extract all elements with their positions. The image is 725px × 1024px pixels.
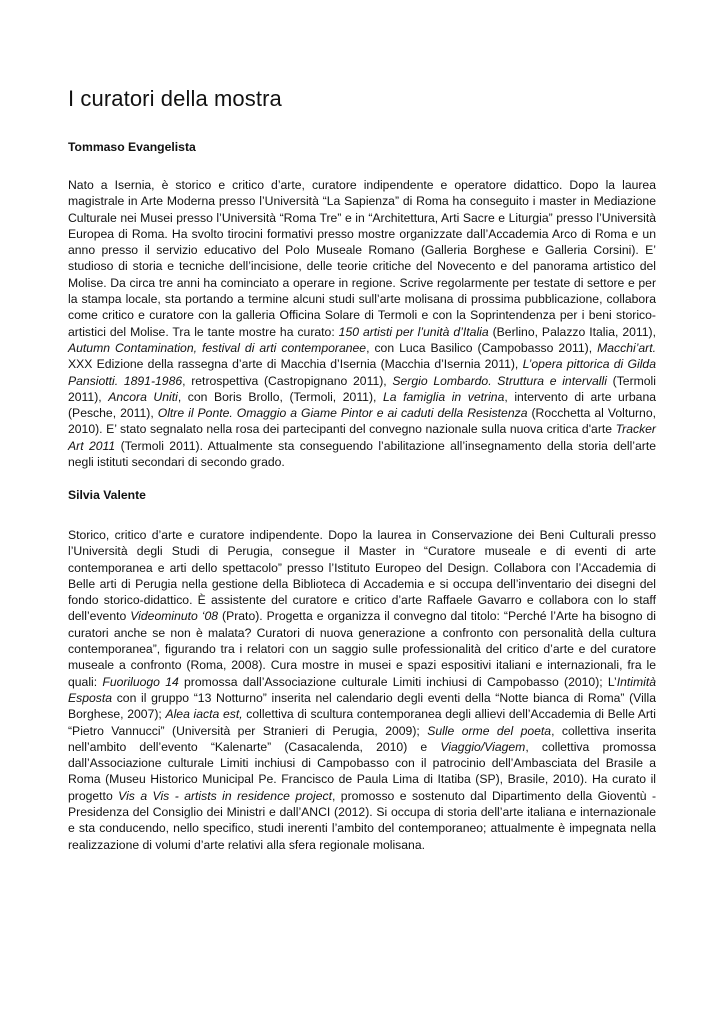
italic-title-text: 150 artisti per l’unità d’Italia	[338, 324, 489, 339]
italic-title-text: Sergio Lombardo. Struttura e intervalli	[392, 373, 607, 388]
italic-title-text: Macchi’art.	[597, 340, 657, 355]
bio-text: , retrospettiva (Castropignano 2011),	[182, 373, 393, 388]
bio-text: XXX Edizione della rassegna d’arte di Macchia d’Isernia (Macchia d’Isernia 2011),	[68, 357, 523, 372]
italic-title-text: Autumn Contamination, festival di arti contemporanee	[68, 340, 367, 355]
bio-text: con il gruppo “13 Notturno” inserita nel calendario degli eventi della “Notte bianca di Roma” (Villa Borghese, 2007);	[68, 690, 656, 722]
bio-text: (Termoli 2011),	[68, 373, 656, 404]
italic-title-text: L’opera pittorica di Gilda Pansiotti. 1891-1986	[68, 357, 656, 388]
curator-name: Silvia Valente	[68, 488, 146, 502]
bio-text: (Prato). Progetta e organizza il convegno dal titolo: “Perché l’Arte ha bisogno di curatori anche se non è malata? Curatori di nuova generazione a confronto con personalità della cultura contemporanea”, figurando tra i relatori con un saggio sulle professionalità del critico d’arte e del curatore museale a confronto (Roma, 2008). Cura mostre in musei e spazi espositivi italiani e internazionali, fra le quali:	[68, 609, 656, 689]
italic-title-text: Viaggio/Viagem	[440, 739, 526, 754]
curator-bio	[68, 527, 656, 853]
bio-text: , con Boris Brollo, (Termoli, 2011),	[177, 389, 383, 404]
bio-text: (Rocchetta al Volturno, 2010). E’ stato segnalato nella rosa dei partecipanti del convegno nazionale sulla nuova critica d'arte	[68, 406, 656, 437]
italic-title-text: Oltre il Ponte. Omaggio a Giame Pintor e ai caduti della Resistenza	[157, 406, 528, 421]
bio-text: (Termoli 2011). Attualmente sta conseguendo l’abilitazione all’insegnamento della storia dell’arte negli istituti secondari di secondo grado.	[68, 438, 656, 470]
bio-text: (Berlino, Palazzo Italia, 2011),	[488, 324, 656, 339]
bio-text: promossa dall’Associazione culturale Limiti inchiusi di Campobasso (2010); L’	[178, 674, 617, 689]
bio-text: , promosso e sostenuto dal Dipartimento della Gioventù - Presidenza del Consiglio dei Ministri e dall’ANCI (2012). Si occupa di storia dell’arte italiana e internazionale e sta conducendo, nello specifico, studi inerenti l’ambito del contemporaneo; attualmente è impegnata nella realizzazione di volumi d’arte relativi alla sfera regionale molisana.	[68, 788, 657, 852]
bio-text: , con Luca Basilico (Campobasso 2011),	[366, 340, 598, 355]
italic-title-text: Vis a Vis - artists in residence project	[118, 788, 332, 803]
bio-text: , collettiva inserita nell’ambito dell’evento “Kalenarte” (Casacalenda, 2010) e	[68, 723, 656, 754]
bio-text: Storico, critico d’arte e curatore indipendente. Dopo la laurea in Conservazione dei Beni Culturali presso l’Università degli Studi di Perugia, consegue il Master in “Curatore museale e di eventi di arte contemporanea e arti dello spettacolo” presso l’Istituto Europeo del Design. Collabora con l’Accademia di Belle arti di Perugia nella gestione della Biblioteca di Accademia e si occupa dell’inventario dei disegni del fondo storico-didattico. È assistente del curatore e critico d’arte Raffaele Gavarro e collabora con lo staff dell’evento	[68, 528, 656, 624]
italic-title-text: La famiglia in vetrina	[383, 389, 505, 404]
italic-title-text: Sulle orme del poeta	[427, 723, 552, 738]
curator-bio	[68, 177, 656, 470]
italic-title-text: Intimità Esposta	[68, 674, 656, 705]
italic-title-text: Ancora Uniti	[108, 389, 178, 404]
italic-title-text: Tracker Art 2011	[68, 422, 656, 453]
curator-name: Tommaso Evangelista	[68, 140, 196, 154]
bio-text: , intervento di arte urbana (Pesche, 2011),	[68, 389, 657, 421]
italic-title-text: Alea iacta est,	[165, 707, 243, 722]
page-title: I curatori della mostra	[68, 86, 282, 111]
bio-text: , collettiva promossa dall’Associazione culturale Limiti inchiusi di Campobasso con il patrocinio dell’Ambasciata del Brasile a Roma (Museu Historico Municipal Pe. Francisco de Paula Lima di Itatiba (SP), Brasile, 2010). Ha curato il progetto	[68, 739, 656, 803]
bio-text: collettiva di scultura contemporanea degli allievi dell’Accademia di Belle Arti “Pietro Vannucci” (Università per Stranieri di Perugia, 2009);	[68, 707, 657, 738]
bio-text: Nato a Isernia, è storico e critico d’arte, curatore indipendente e operatore didattico. Dopo la laurea magistrale in Arte Moderna presso l’Università “La Sapienza” di Roma ha conseguito i master in Mediazione Culturale nei Musei presso l’Università “Roma Tre” e in “Architettura, Arti Sacre e Liturgia” presso l’Università Europea di Roma. Ha svolto tirocini formativi presso mostre organizzate dall’Accademia Arco di Roma e un anno presso il servizio educativo del Polo Museale Romano (Galleria Borghese e Galleria Corsini). E’ studioso di storia e tecniche dell’incisione, delle teorie critiche del Novecento e del panorama artistico del Molise. Da circa tre anni ha cominciato a operare in regione. Scrive regolarmente per testate di settore e per la stampa locale, sta portando a termine alcuni studi sull’arte molisana di prossima pubblicazione, collabora come critico e curatore con la galleria Officina Solare di Termoli e con la Soprintendenza per i beni storico-artistici del Molise. Tra le tante mostre ha curato:	[68, 178, 656, 339]
italic-title-text: Videominuto ‘08	[130, 609, 219, 624]
italic-title-text: Fuoriluogo 14	[102, 674, 179, 689]
